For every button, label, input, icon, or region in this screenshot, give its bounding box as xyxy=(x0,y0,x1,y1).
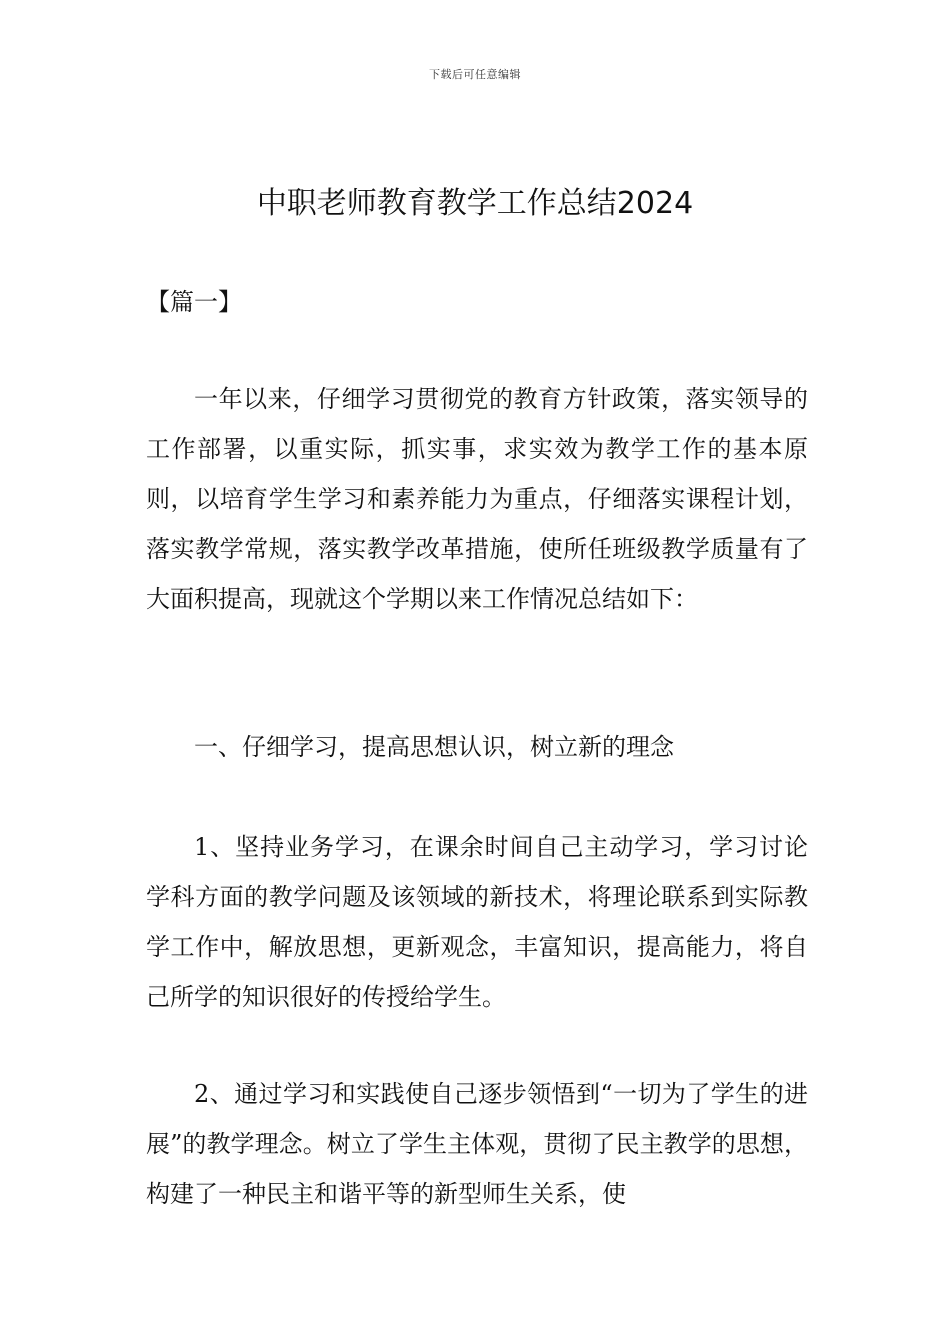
paragraph-intro: 一年以来，仔细学习贯彻党的教育方针政策，落实领导的工作部署，以重实际，抓实事，求实效为教学工作的基本原则，以培育学生学习和素养能力为重点，仔细落实课程计划，落实教学常规，落实教学改革措施，使所任班级教学质量有了大面积提高，现就这个学期以来工作情况总结如下： xyxy=(146,385,808,613)
document-title: 中职老师教育教学工作总结2024 xyxy=(256,186,694,221)
header-note: 下载后可任意编辑 xyxy=(429,68,521,81)
paragraph-point-two: 2、通过学习和实践使自己逐步领悟到“一切为了学生的进展”的教学理念。树立了学生主体观，贯彻了民主教学的思想，构建了一种民主和谐平等的新型师生关系，使 xyxy=(146,1080,808,1208)
paragraph-point-one: 1、坚持业务学习，在课余时间自己主动学习，学习讨论学科方面的教学问题及该领域的新技术，将理论联系到实际教学工作中，解放思想，更新观念，丰富知识，提高能力，将自己所学的知识很好的传授给学生。 xyxy=(146,833,808,1011)
section-tag: 【篇一】 xyxy=(146,288,242,316)
paragraph-heading-one: 一、仔细学习，提高思想认识，树立新的理念 xyxy=(194,733,674,761)
